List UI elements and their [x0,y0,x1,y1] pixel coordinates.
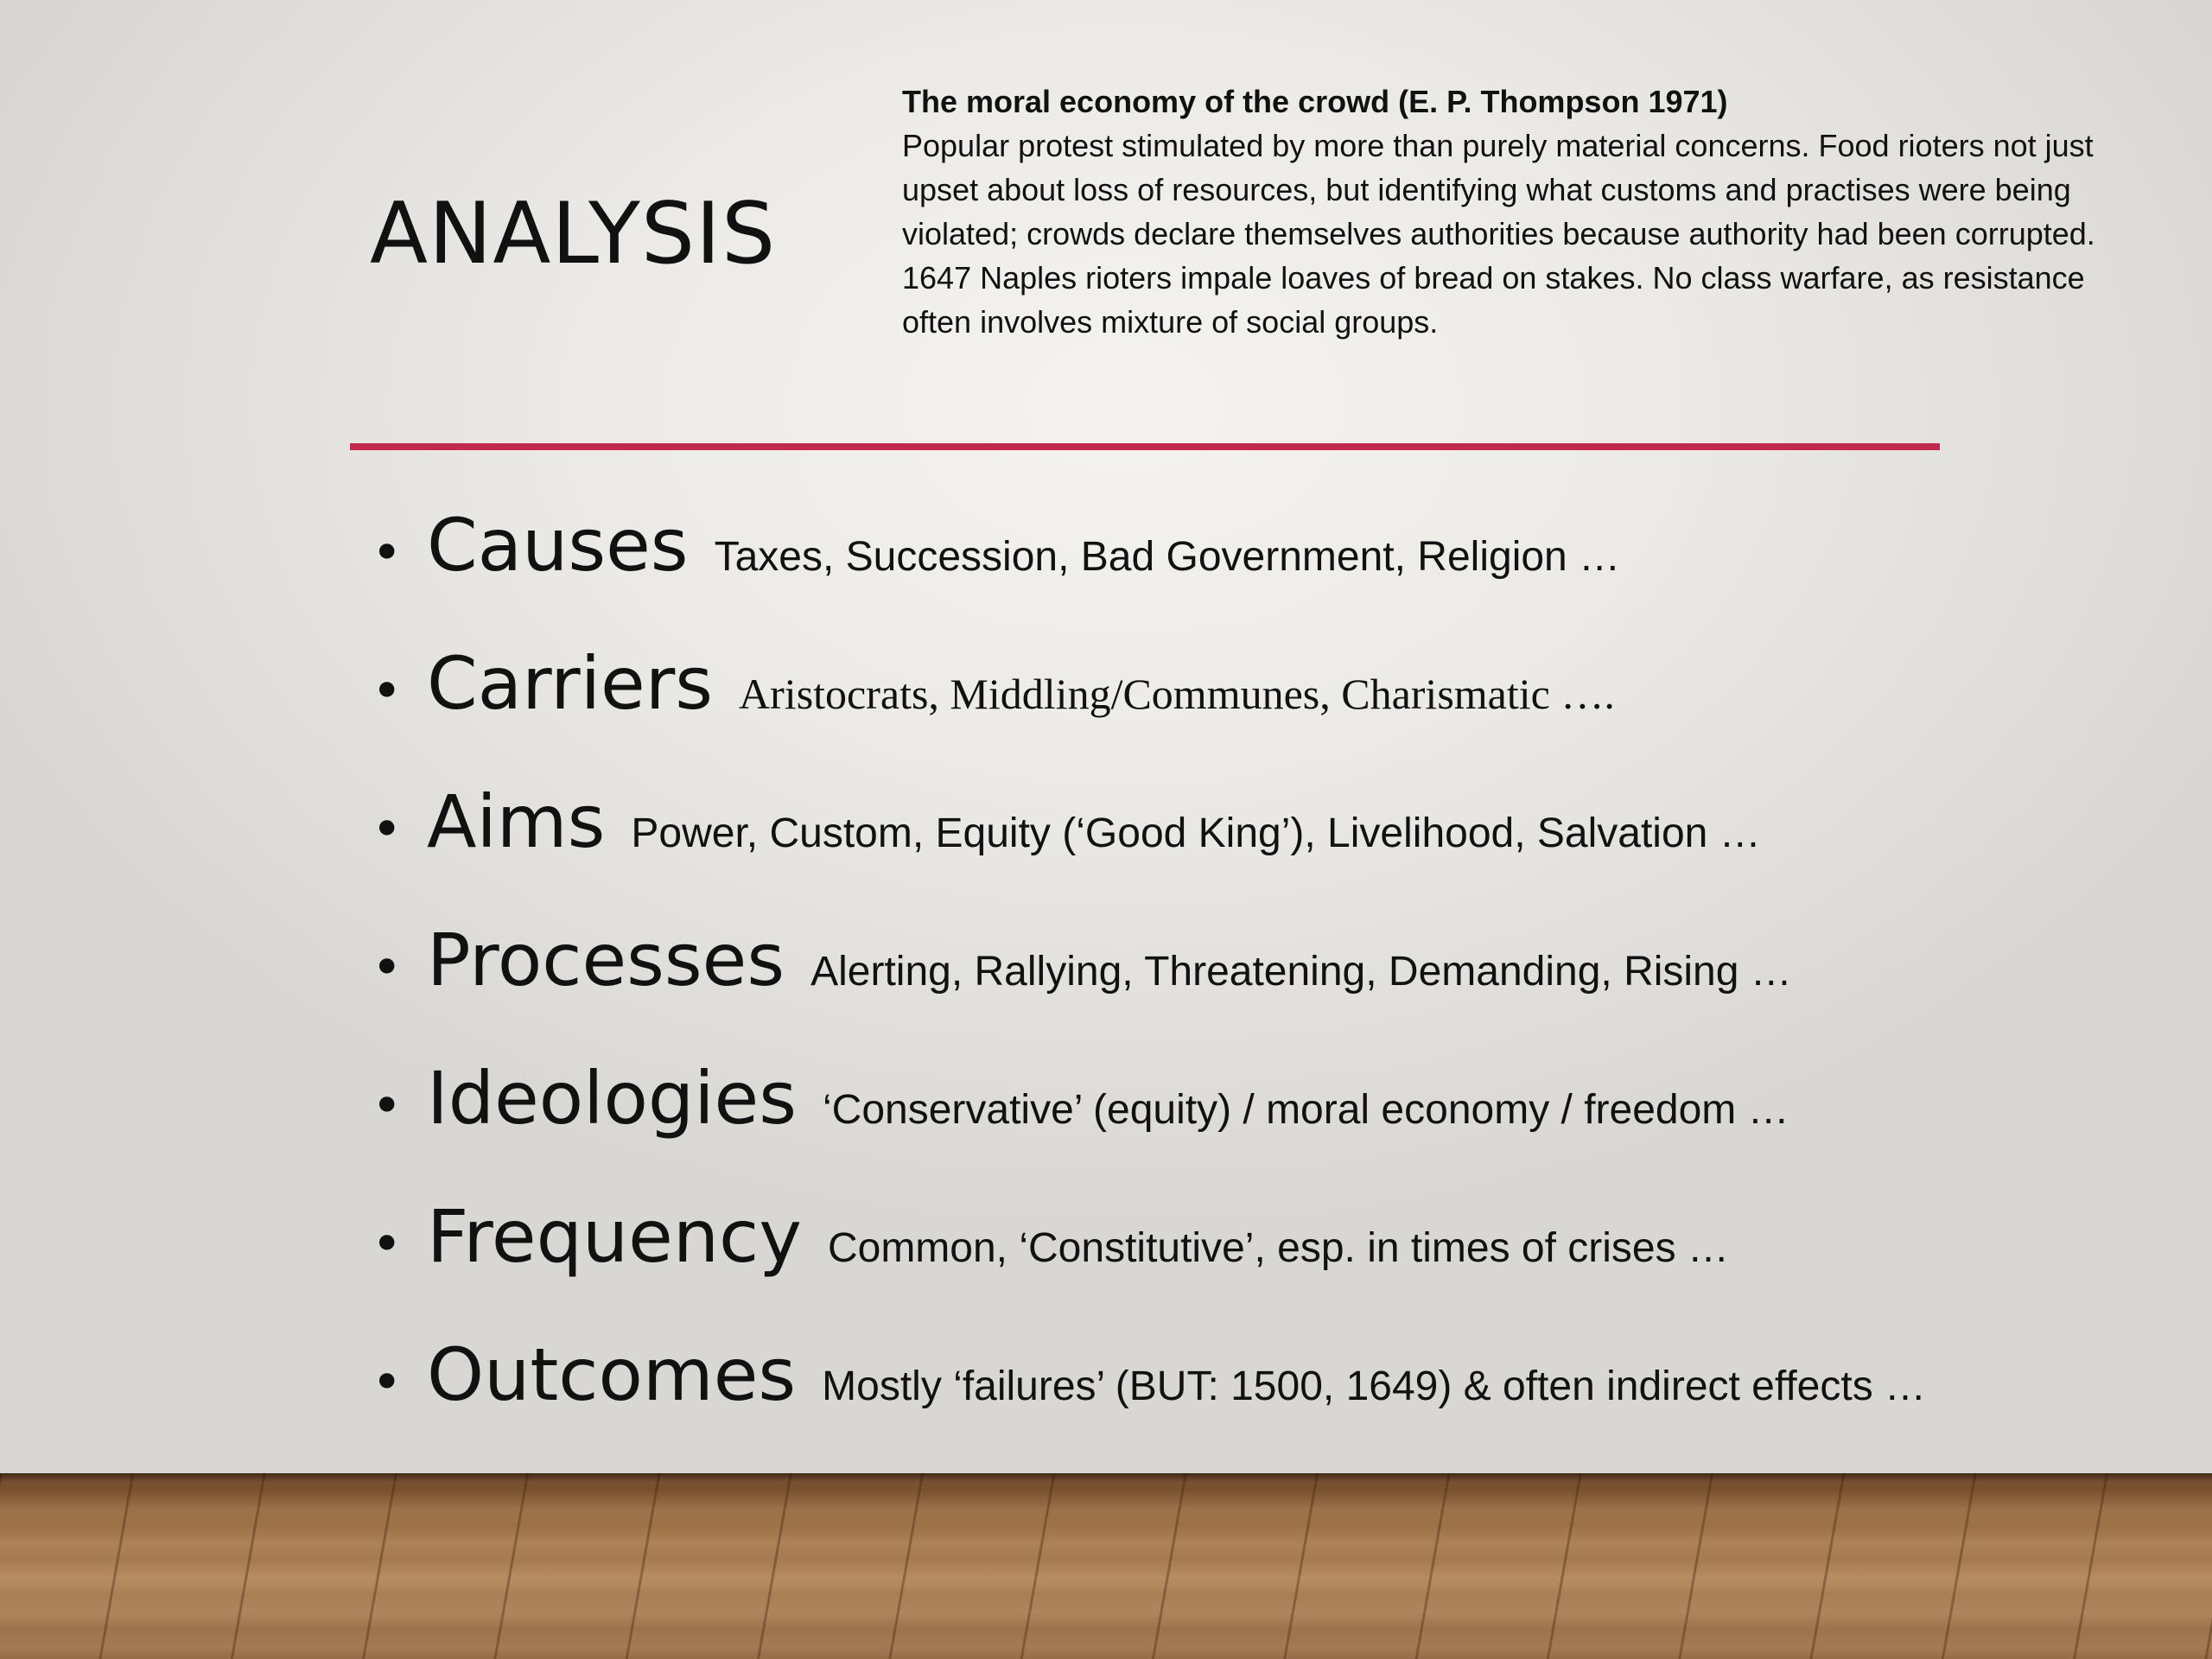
bullet-carriers [372,641,1926,779]
bullet-description: Common, ‘Constitutive’, esp. in times of crises … [827,1225,1729,1271]
bullet-description: ‘Conservative’ (equity) / moral economy / freedom … [823,1087,1789,1133]
sidebar-heading: The moral economy of the crowd (E. P. Thompson 1971) [902,84,1728,119]
bullet-description: Power, Custom, Equity (‘Good King’), Livelihood, Salvation … [631,810,1761,856]
bullet-aims [372,779,1926,918]
bullet-dot: • [372,938,403,998]
bullet-term: Causes [427,503,689,588]
bullet-outcomes [372,1332,1926,1471]
accent-divider [350,443,1940,450]
bullet-description: Taxes, Succession, Bad Government, Religion … [714,534,1621,580]
bullet-causes [372,503,1926,641]
bullet-description: Mostly ‘failures’ (BUT: 1500, 1649) & often indirect effects … [822,1363,1927,1409]
bullet-term: Aims [427,779,606,864]
bullet-dot: • [372,1076,403,1136]
bullet-dot: • [372,1214,403,1274]
slide-title: ANALYSIS [370,185,777,283]
bullet-processes [372,918,1926,1056]
bullet-frequency [372,1194,1926,1332]
wood-floor-background [0,1473,2212,1659]
sidebar-body: Popular protest stimulated by more than purely material concerns. Food rioters not just upset about loss of resources, but identifying what customs and practises were being violated; crowds declare themselves authorities because authority had been corrupted. 1647 Naples rioters impale loaves of bread on stakes. No class warfare, as resistance often involves mixture of social groups. [902,128,2095,340]
bullet-ideologies [372,1056,1926,1194]
bullet-list [372,503,1926,1471]
bullet-term: Outcomes [427,1332,797,1417]
bullet-term: Frequency [427,1194,802,1279]
bullet-description: Alerting, Rallying, Threatening, Demanding, Rising … [810,949,1792,995]
bullet-term: Carriers [427,641,714,726]
bullet-dot: • [372,523,403,583]
bullet-term: Processes [427,918,785,1002]
bullet-term: Ideologies [427,1056,797,1141]
bullet-dot: • [372,1352,403,1413]
bullet-dot: • [372,661,403,721]
sidebar-note [902,79,2112,344]
bullet-dot: • [372,799,403,860]
bullet-description: Aristocrats, Middling/Communes, Charismatic …. [739,670,1615,718]
